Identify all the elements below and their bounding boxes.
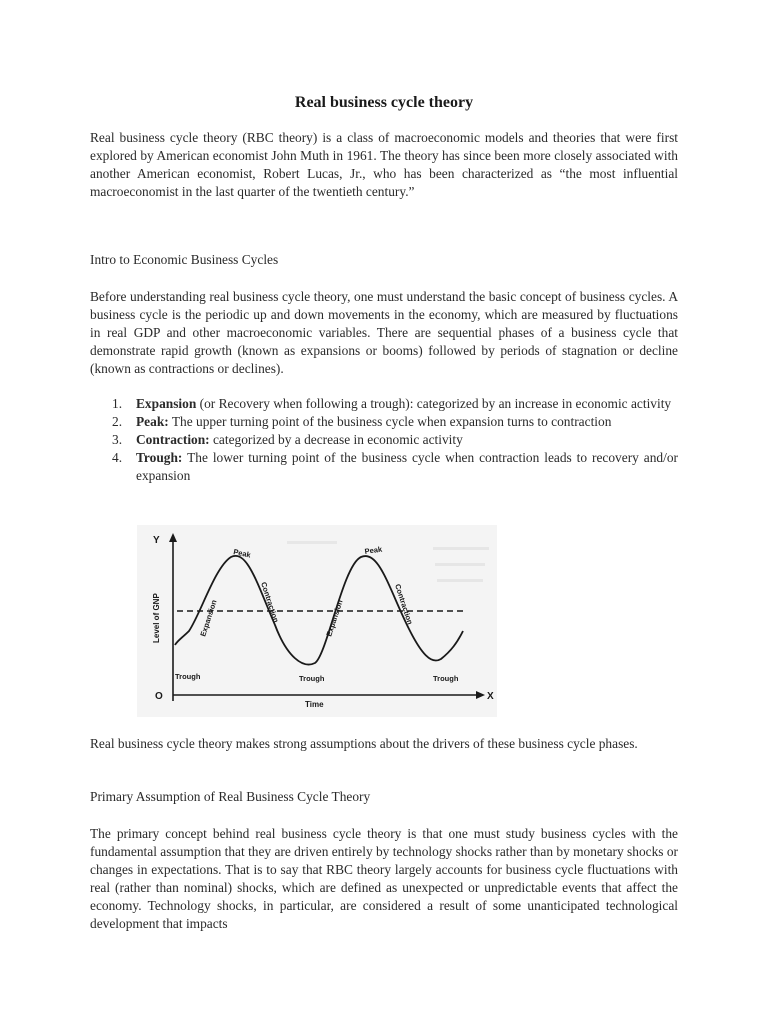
phase-description: The lower turning point of the business cycle when contraction leads to recovery and/or expansion	[136, 450, 678, 483]
trough-label: Trough	[433, 674, 459, 683]
drivers-paragraph: Real business cycle theory makes strong assumptions about the drivers of these business cycle phases.	[90, 736, 638, 751]
intro-paragraph: Real business cycle theory (RBC theory) is a class of macroeconomic models and theories that were first explored by American economist John Muth in 1961. The theory has since been more closely associated with another American economist, Robert Lucas, Jr., who has been characterized as “the most influential macroeconomist in the last quarter of the twentieth century.”	[90, 130, 678, 199]
figure-background	[137, 525, 497, 717]
section-heading-assumption: Primary Assumption of Real Business Cycle Theory	[90, 789, 371, 804]
business-cycle-diagram	[137, 525, 497, 717]
y-axis-letter: Y	[153, 535, 160, 546]
x-axis-letter: X	[487, 691, 494, 702]
business-cycle-figure	[137, 525, 497, 717]
phase-term: Peak:	[136, 414, 169, 429]
trough-label: Trough	[299, 674, 325, 683]
x-axis-label: Time	[305, 700, 324, 709]
list-number: 2.	[112, 414, 123, 429]
list-item	[90, 449, 678, 485]
list-number: 4.	[112, 450, 123, 465]
list-item	[90, 431, 678, 449]
contraction-label: Contraction	[393, 582, 415, 626]
peak-label: Peak	[364, 544, 383, 556]
list-number: 1.	[112, 396, 123, 411]
business-cycle-paragraph: Before understanding real business cycle theory, one must understand the basic concept of business cycles. A business cycle is the periodic up and down movements in the economy, which are measured by fluctuations in real GDP and other macroeconomic variables. There are sequential phases of a business cycle that demonstrate rapid growth (known as expansions or booms) followed by periods of stagnation or decline (known as contractions or declines).	[90, 289, 678, 376]
section-heading-intro: Intro to Economic Business Cycles	[90, 252, 279, 267]
trough-label: Trough	[175, 672, 201, 681]
contraction-label: Contraction	[259, 580, 281, 624]
phase-description: categorized by a decrease in economic activity	[209, 432, 463, 447]
list-number: 3.	[112, 432, 123, 447]
expansion-label: Expansion	[324, 598, 345, 638]
phase-term: Trough:	[136, 450, 183, 465]
y-axis-label: Level of GNP	[152, 593, 161, 643]
phase-description: The upper turning point of the business cycle when expansion turns to contraction	[168, 414, 612, 429]
assumption-paragraph: The primary concept behind real business cycle theory is that one must study business cycles with the fundamental assumption that they are driven entirely by technology shocks rather than by monetary shocks or changes in expectations. That is to say that RBC theory largely accounts for business cycle fluctuations with real (rather than nominal) shocks, which are defined as unexpected or unpredictable events that affect the economy. Technology shocks, in particular, are considered a result of some unanticipated technological development that impacts	[90, 826, 678, 931]
expansion-label: Expansion	[198, 598, 219, 638]
phase-description: (or Recovery when following a trough): categorized by an increase in economic activity	[196, 396, 672, 411]
peak-label: Peak	[232, 547, 252, 560]
phases-list	[90, 395, 678, 485]
list-item	[90, 413, 678, 431]
phase-term: Contraction:	[136, 432, 210, 447]
document-title: Real business cycle theory	[294, 94, 474, 111]
origin-label: O	[155, 691, 163, 702]
phase-term: Expansion	[136, 396, 197, 411]
list-item	[90, 395, 678, 413]
